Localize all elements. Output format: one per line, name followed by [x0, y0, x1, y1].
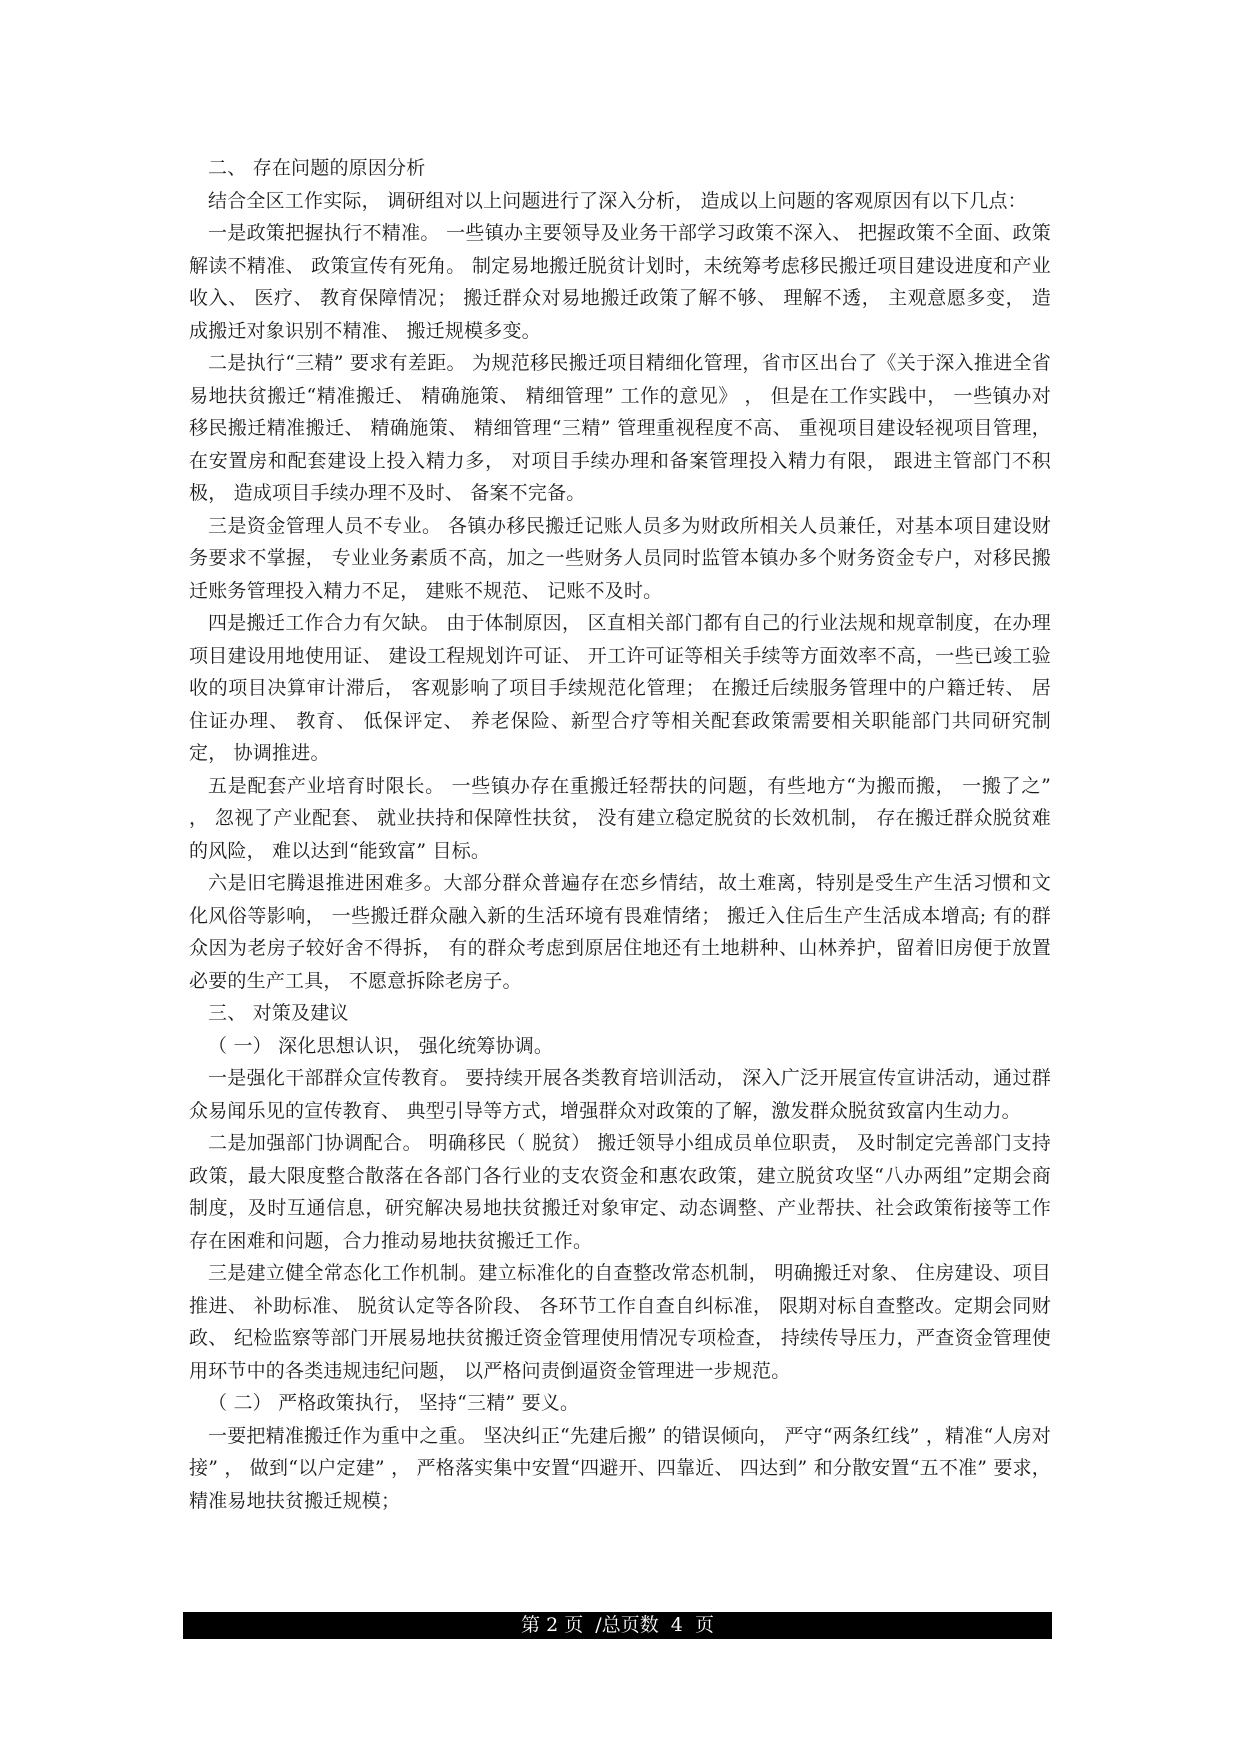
paragraph-measure-3: 三是建立健全常态化工作机制。建立标准化的自查整改常态机制， 明确搬迁对象、 住房建设、项目推进、 补助标准、 脱贫认定等各阶段、 各环节工作自查自纠标准， 限期对标自查整改。定期会同财政、 纪检监察等部门开展易地扶贫搬迁资金管理使用情况专项检查， 持续传导压力，严查资金管理使用环节中的各类违规违纪问题， 以严格问责倒逼资金管理进一步规范。: [189, 1262, 1051, 1382]
paragraph-cause-3: 三是资金管理人员不专业。 各镇办移民搬迁记账人员多为财政所相关人员兼任，对基本项目建设财务要求不掌握， 专业业务素质不高，加之一些财务人员同时监管本镇办多个财务资金专户，对移民搬迁账务管理投入精力不足， 建账不规范、 记账不及时。: [189, 514, 1051, 602]
paragraph-measure-2: 二是加强部门协调配合。 明确移民（ 脱贫） 搬迁领导小组成员单位职责， 及时制定完善部门支持政策，最大限度整合散落在各部门各行业的支农资金和惠农政策，建立脱贫攻坚“八办两组”定期会商制度，及时互通信息，研究解决易地扶贫搬迁对象审定、动态调整、产业帮扶、社会政策衔接等工作存在困难和问题，合力推动易地扶贫搬迁工作。: [189, 1132, 1051, 1252]
page-number: 第 2 页 /总页数 4 页: [521, 1614, 714, 1636]
paragraph-cause-2: 二是执行“三精” 要求有差距。 为规范移民搬迁项目精细化管理，省市区出台了《关于深入推进全省易地扶贫搬迁“精准搬迁、 精确施策、 精细管理” 工作的意见》 ， 但是在工作实践中， 一些镇办对移民搬迁精准搬迁、 精确施策、 精细管理“三精” 管理重视程度不高、 重视项目建设轻视项目管理， 在安置房和配套建设上投入精力多， 对项目手续办理和备案管理投入精力有限， 跟进主管部门不积极， 造成项目手续办理不及时、 备案不完备。: [189, 352, 1051, 504]
paragraph-intro: 结合全区工作实际， 调研组对以上问题进行了深入分析， 造成以上问题的客观原因有以下几点：: [208, 189, 1027, 212]
paragraph-cause-6: 六是旧宅腾退推进困难多。大部分群众普遍存在恋乡情结，故土难离，特别是受生产生活习惯和文化风俗等影响， 一些搬迁群众融入新的生活环境有畏难情绪； 搬迁入住后生产生活成本增高; 有的群众因为老房子较好舍不得拆， 有的群众考虑到原居住地还有土地耕种、山林养护，留着旧房便于放置必要的生产工具， 不愿意拆除老房子。: [189, 872, 1051, 992]
section-heading-measures: 三、 对策及建议: [208, 1002, 349, 1024]
paragraph-measure-4: 一要把精准搬迁作为重中之重。 坚决纠正“先建后搬” 的错误倾向， 严守“两条红线” ，精准“人房对接” ， 做到“以户定建” ， 严格落实集中安置“四避开、四靠近、 四达到” 和分散安置“五不准” 要求， 精准易地扶贫搬迁规模；: [189, 1424, 1051, 1512]
document-body: [189, 152, 1051, 1517]
paragraph-cause-1: 一是政策把握执行不精准。 一些镇办主要领导及业务干部学习政策不深入、 把握政策不全面、政策解读不精准、 政策宣传有死角。 制定易地搬迁脱贫计划时，未统筹考虑移民搬迁项目建设进度和产业收入、 医疗、 教育保障情况； 搬迁群众对易地搬迁政策了解不够、 理解不透， 主观意愿多变， 造成搬迁对象识别不精准、 搬迁规模多变。: [189, 222, 1051, 342]
paragraph-cause-4: 四是搬迁工作合力有欠缺。 由于体制原因， 区直相关部门都有自己的行业法规和规章制度，在办理项目建设用地使用证、 建设工程规划许可证、 开工许可证等相关手续等方面效率不高，一些已竣工验收的项目决算审计滞后， 客观影响了项目手续规范化管理； 在搬迁后续服务管理中的户籍迁转、 居住证办理、 教育、 低保评定、 养老保险、新型合疗等相关配套政策需要相关职能部门共同研究制定， 协调推进。: [189, 612, 1051, 764]
page-footer-bar: [183, 1612, 1052, 1639]
subsection-heading-1: （ 一） 深化思想认识， 强化统筹协调。: [208, 1034, 554, 1057]
subsection-heading-2: （ 二） 严格政策执行， 坚持“三精” 要义。: [208, 1392, 580, 1414]
paragraph-measure-1: 一是强化干部群众宣传教育。 要持续开展各类教育培训活动， 深入广泛开展宣传宣讲活动，通过群众易闻乐见的宣传教育、 典型引导等方式，增强群众对政策的了解，激发群众脱贫致富内生动力。: [189, 1067, 1051, 1122]
section-heading-causes: 二、 存在问题的原因分析: [208, 157, 426, 179]
paragraph-cause-5: 五是配套产业培育时限长。 一些镇办存在重搬迁轻帮扶的问题，有些地方“为搬而搬， 一搬了之” ， 忽视了产业配套、 就业扶持和保障性扶贫， 没有建立稳定脱贫的长效机制， 存在搬迁群众脱贫难的风险， 难以达到“能致富” 目标。: [189, 774, 1051, 862]
